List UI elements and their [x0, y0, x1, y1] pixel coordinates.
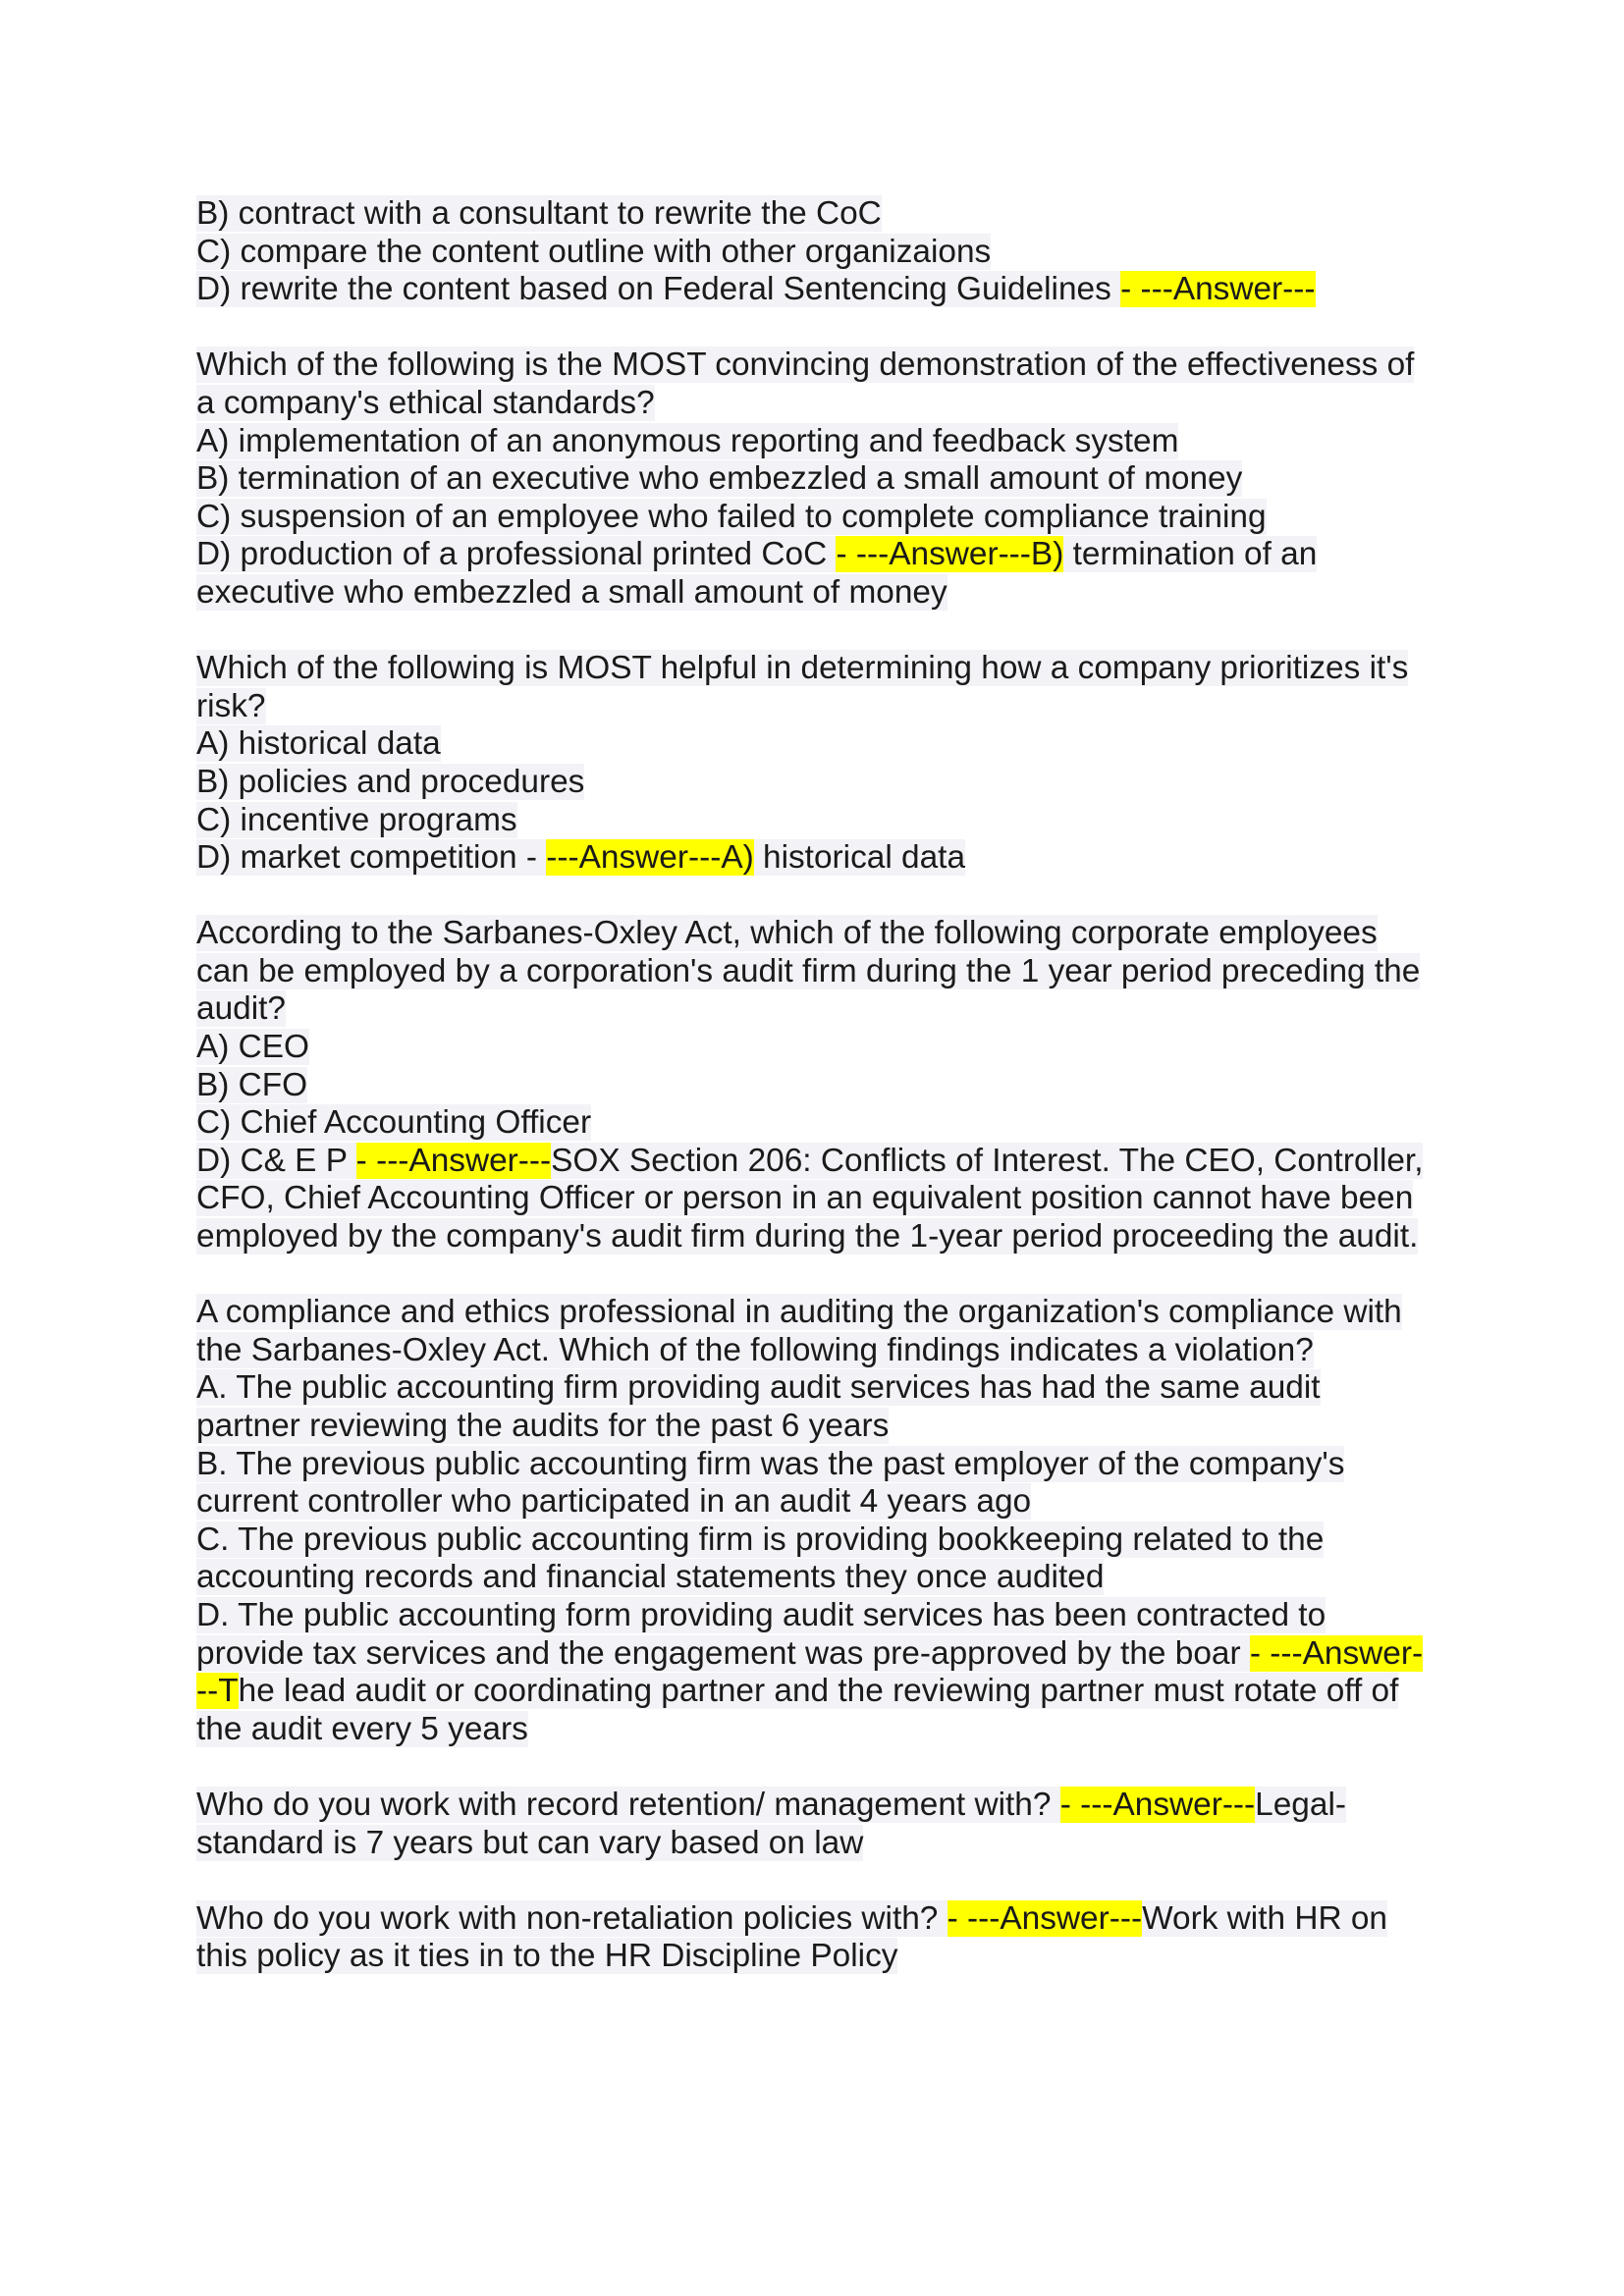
- text-segment: executive who embezzled a small amount of money: [196, 573, 947, 611]
- text-line: [196, 1446, 1443, 1484]
- text-segment: D) production of a professional printed CoC: [196, 536, 837, 573]
- paragraph-gap: [196, 1256, 1443, 1295]
- text-line: [196, 347, 1443, 385]
- text-line: [196, 1332, 1443, 1370]
- text-segment: According to the Sarbanes-Oxley Act, which of the following corporate employees: [196, 915, 1378, 952]
- text-line: [196, 1483, 1443, 1522]
- text-line: [196, 1787, 1443, 1825]
- text-segment: B. The previous public accounting firm was the past employer of the company's: [196, 1445, 1345, 1482]
- text-line: [196, 271, 1443, 309]
- text-segment: A compliance and ethics professional in auditing the organization's compliance with: [196, 1294, 1402, 1331]
- text-line: [196, 650, 1443, 688]
- text-segment: B) contract with a consultant to rewrite the CoC: [196, 195, 882, 232]
- document-body: [196, 195, 1443, 1976]
- answer-highlight: - ---Answer---: [355, 1142, 552, 1179]
- text-segment: A) CEO: [196, 1029, 310, 1066]
- text-segment: A. The public accounting firm providing audit services has had the same audit: [196, 1369, 1321, 1407]
- question-block: [196, 195, 1443, 309]
- text-line: [196, 990, 1443, 1029]
- text-segment: the Sarbanes-Oxley Act. Which of the following findings indicates a violation?: [196, 1331, 1314, 1368]
- text-segment: the audit every 5 years: [196, 1710, 528, 1747]
- text-line: [196, 1938, 1443, 1976]
- text-line: [196, 725, 1443, 764]
- text-segment: C) suspension of an employee who failed to complete compliance training: [196, 498, 1267, 535]
- text-line: [196, 195, 1443, 234]
- text-line: [196, 1294, 1443, 1332]
- text-line: [196, 1559, 1443, 1597]
- answer-highlight: - ---Answer---B): [836, 536, 1064, 573]
- text-line: [196, 499, 1443, 537]
- text-segment: Legal-: [1255, 1786, 1346, 1823]
- answer-highlight: - ---Answer---: [947, 1899, 1143, 1937]
- paragraph-gap: [196, 309, 1443, 347]
- text-segment: accounting records and financial statements they once audited: [196, 1559, 1105, 1596]
- paragraph-gap: [196, 1748, 1443, 1787]
- answer-highlight: - ---Answer---: [1059, 1786, 1256, 1823]
- text-line: [196, 1673, 1443, 1711]
- text-segment: termination of an: [1063, 536, 1318, 573]
- text-segment: standard is 7 years but can vary based on law: [196, 1824, 864, 1861]
- text-segment: Which of the following is MOST helpful in determining how a company prioritizes it's: [196, 650, 1409, 687]
- text-line: [196, 536, 1443, 574]
- text-line: [196, 1104, 1443, 1143]
- text-segment: partner reviewing the audits for the past 6 years: [196, 1408, 890, 1444]
- text-line: [196, 1825, 1443, 1863]
- text-line: [196, 1597, 1443, 1635]
- text-line: [196, 764, 1443, 802]
- text-segment: A) implementation of an anonymous reporting and feedback system: [196, 422, 1179, 459]
- text-line: [196, 688, 1443, 726]
- paragraph-gap: [196, 613, 1443, 651]
- text-line: [196, 1522, 1443, 1560]
- text-line: [196, 1900, 1443, 1939]
- text-segment: provide tax services and the engagement was pre-approved by the boar: [196, 1634, 1250, 1672]
- text-segment: can be employed by a corporation's audit firm during the 1 year period preceding the: [196, 952, 1421, 989]
- text-segment: D. The public accounting form providing audit services has been contracted to: [196, 1596, 1326, 1633]
- question-block: [196, 915, 1443, 1255]
- answer-highlight: - ---Answer-: [1249, 1634, 1424, 1672]
- text-segment: risk?: [196, 687, 266, 724]
- question-block: [196, 1787, 1443, 1862]
- text-segment: C. The previous public accounting firm is providing bookkeeping related to the: [196, 1521, 1325, 1558]
- text-segment: Which of the following is the MOST convincing demonstration of the effectiveness of: [196, 347, 1415, 384]
- text-segment: a company's ethical standards?: [196, 384, 655, 421]
- text-segment: D) C& E P: [196, 1142, 356, 1179]
- question-block: [196, 1900, 1443, 1976]
- answer-highlight: ---Answer---A): [546, 839, 754, 877]
- text-line: [196, 234, 1443, 272]
- text-line: [196, 1218, 1443, 1256]
- text-segment: audit?: [196, 990, 286, 1028]
- text-segment: C) incentive programs: [196, 801, 517, 838]
- text-line: [196, 1369, 1443, 1408]
- text-line: [196, 953, 1443, 991]
- text-segment: current controller who participated in an audit 4 years ago: [196, 1483, 1032, 1521]
- text-segment: SOX Section 206: Conflicts of Interest. The CEO, Controller,: [551, 1142, 1424, 1179]
- text-segment: CFO, Chief Accounting Officer or person in an equivalent position cannot have been: [196, 1180, 1414, 1217]
- text-segment: C) Chief Accounting Officer: [196, 1104, 592, 1142]
- question-block: [196, 1294, 1443, 1748]
- paragraph-gap: [196, 878, 1443, 916]
- text-segment: B) CFO: [196, 1066, 308, 1103]
- text-line: [196, 385, 1443, 423]
- text-segment: D) market competition -: [196, 839, 547, 877]
- text-segment: this policy as it ties in to the HR Discipline Policy: [196, 1938, 898, 1975]
- text-line: [196, 1635, 1443, 1674]
- text-line: [196, 1711, 1443, 1749]
- answer-highlight: --T: [196, 1673, 239, 1710]
- text-segment: Who do you work with non-retaliation policies with?: [196, 1899, 947, 1937]
- text-segment: Who do you work with record retention/ management with?: [196, 1786, 1060, 1823]
- text-segment: employed by the company's audit firm during the 1-year period proceeding the audit.: [196, 1218, 1419, 1255]
- text-segment: he lead audit or coordinating partner and the reviewing partner must rotate off of: [238, 1673, 1399, 1710]
- text-line: [196, 1067, 1443, 1105]
- text-line: [196, 1408, 1443, 1446]
- text-segment: A) historical data: [196, 725, 441, 763]
- text-segment: Work with HR on: [1142, 1899, 1387, 1937]
- text-line: [196, 1180, 1443, 1218]
- question-block: [196, 650, 1443, 878]
- text-segment: C) compare the content outline with other organizaions: [196, 233, 992, 270]
- text-segment: historical data: [753, 839, 966, 877]
- question-block: [196, 347, 1443, 612]
- answer-highlight: - ---Answer---: [1120, 271, 1316, 308]
- text-line: [196, 915, 1443, 953]
- text-line: [196, 423, 1443, 461]
- paragraph-gap: [196, 1862, 1443, 1900]
- text-line: [196, 1143, 1443, 1181]
- text-line: [196, 839, 1443, 878]
- text-segment: B) termination of an executive who embezzled a small amount of money: [196, 460, 1243, 498]
- text-line: [196, 574, 1443, 613]
- text-line: [196, 1029, 1443, 1067]
- text-line: [196, 460, 1443, 499]
- text-segment: D) rewrite the content based on Federal Sentencing Guidelines: [196, 271, 1121, 308]
- text-line: [196, 802, 1443, 840]
- text-segment: B) policies and procedures: [196, 763, 585, 800]
